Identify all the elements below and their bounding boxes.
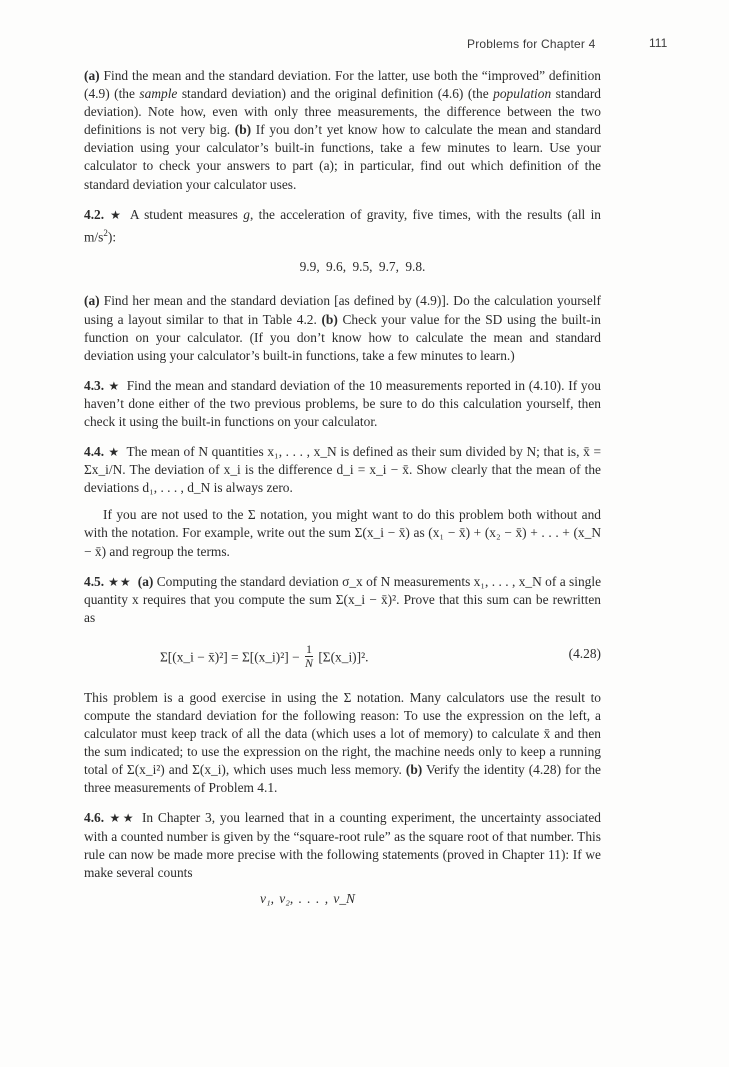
problem-number: 4.4. (84, 444, 105, 460)
discussion-text: This problem is a good exercise in using the Σ notation. Many calculators use the result to compute the standard deviation for the following reason: To use the expression on the left, a calculator must keep track of all the data (which uses a lot of memory) to calculate x̄ and then the sum indicated; to use the expression on the right, the machine needs only to keep a running total of Σ(x_i²) and Σ(x_i), which uses much less memory. (84, 689, 601, 778)
equation-body (160, 641, 369, 672)
page-number: 111 (649, 36, 668, 50)
part-b-label: (b) (321, 311, 338, 327)
part-b-text: If you don’t yet know how to calculate the mean and standard deviation using your calculator’s built-in functions, take a few minutes to learn. Use your calculator to check your answers to part (a); in particular, find out which definition of the standard deviation your calculator uses. (84, 122, 601, 192)
part-a-label: (a) (137, 573, 154, 589)
problem-4-4 (84, 443, 601, 497)
problem-text: Find the mean and standard deviation of the 10 measurements reported in (4.10). If you haven’t done either of the two previous problems, be sure to do this calculation yourself, then check it using the built-in functions on your calculator. (84, 377, 601, 429)
counts-list: ν₁, ν₂, . . . , ν_N (260, 890, 355, 906)
emphasis-sample: sample (139, 86, 178, 102)
equation-right: [Σ(x_i)]². (318, 649, 369, 665)
fraction-denominator: N (304, 655, 313, 670)
problem-4-5-intro (84, 573, 601, 627)
problem-4-2-parts (84, 292, 601, 364)
part-a-text-1: Find the mean and the standard deviation. For the latter, use both the “improved” definition (4.9) (the (84, 68, 601, 102)
variable-g: g (243, 206, 250, 222)
problem-text: Computing the standard deviation σ_x of N measurements x₁, . . . , x_N of a single quantity x requires that you compute the sum Σ(x_i − x̄)². Prove that this sum can be rewritten as (84, 573, 602, 625)
emphasis-population: population (493, 86, 552, 102)
equation-number: (4.28) (568, 645, 601, 661)
problem-text: , the acceleration of gravity, five times, with the results (all in m/s (84, 206, 602, 245)
equation-left: Σ[(x_i − x̄)²] = Σ[(x_i)²] − (160, 649, 300, 665)
problem-number: 4.6. (84, 810, 105, 826)
problem-number: 4.5. (84, 573, 105, 589)
problem-4-3 (84, 377, 601, 431)
problem-text: A student measures (129, 206, 244, 222)
part-a-label: (a) (84, 293, 100, 309)
fraction-numerator: 1 (305, 641, 312, 656)
problem-text: In Chapter 3, you learned that in a counting experiment, the uncertainty associated with a counted number is given by the “square-root rule” as the square root of that number. This rule can now be made more precise with the following statements (proved in Chapter 11): If we make several counts (84, 810, 601, 880)
difficulty-star-icon: ★ (108, 445, 121, 460)
problem-4-2-intro (84, 206, 601, 247)
difficulty-star-icon: ★★ (108, 574, 132, 589)
difficulty-star-icon: ★ (108, 207, 124, 222)
part-a-text: Find her mean and the standard deviation [as defined by (4.9)]. Do the calculation yourself using a layout similar to that in Table 4.2. (84, 293, 601, 327)
difficulty-star-icon: ★ (108, 378, 121, 393)
fraction (305, 643, 313, 670)
superscript: 2 (103, 227, 108, 238)
equation-4-28 (84, 635, 601, 679)
problem-4-5-discussion (84, 689, 601, 798)
problem-4-1-continuation (84, 67, 601, 194)
problem-4-4-note: If you are not used to the Σ notation, you might want to do this problem both without and with the notation. For example, write out the sum Σ(x_i − x̄) as (x₁ − x̄) + (x₂ − x̄) + . . . + (x_N − x̄) and regroup the terms. (84, 507, 601, 559)
problem-number: 4.2. (84, 206, 105, 222)
running-head: Problems for Chapter 4 (467, 37, 596, 51)
problem-text: ): (107, 229, 117, 245)
page-content (84, 67, 601, 908)
part-b-label: (b) (405, 762, 423, 778)
problem-4-6 (84, 809, 601, 881)
problem-text: The mean of N quantities x₁, . . . , x_N is defined as their sum divided by N; that is, x̄ = Σx_i/N. The deviation of x_i is the difference d_i = x_i − x̄. Show clearly that the mean of the deviations d₁, . . . , d_N is always zero. (84, 444, 601, 496)
part-b-label: (b) (234, 122, 252, 138)
part-a-text-2: standard deviation) and the original definition (4.6) (the (177, 86, 494, 102)
part-a-label: (a) (84, 68, 100, 83)
part-b-text: Check your value for the SD using the built-in function on your calculator. (If you don’t know how to calculate the mean and standard deviation using your calculator’s built-in functions, take a few minutes to learn.) (84, 311, 601, 363)
part-a-text-3: standard deviation). Note how, even with only three measurements, the difference between the two definitions is not very big. (84, 86, 601, 138)
measurement-list: 9.9, 9.6, 9.5, 9.7, 9.8. (299, 259, 426, 275)
problem-number: 4.3. (84, 377, 105, 393)
difficulty-star-icon: ★★ (108, 811, 136, 826)
part-b-text: Verify the identity (4.28) for the three measurements of Problem 4.1. (84, 762, 601, 796)
